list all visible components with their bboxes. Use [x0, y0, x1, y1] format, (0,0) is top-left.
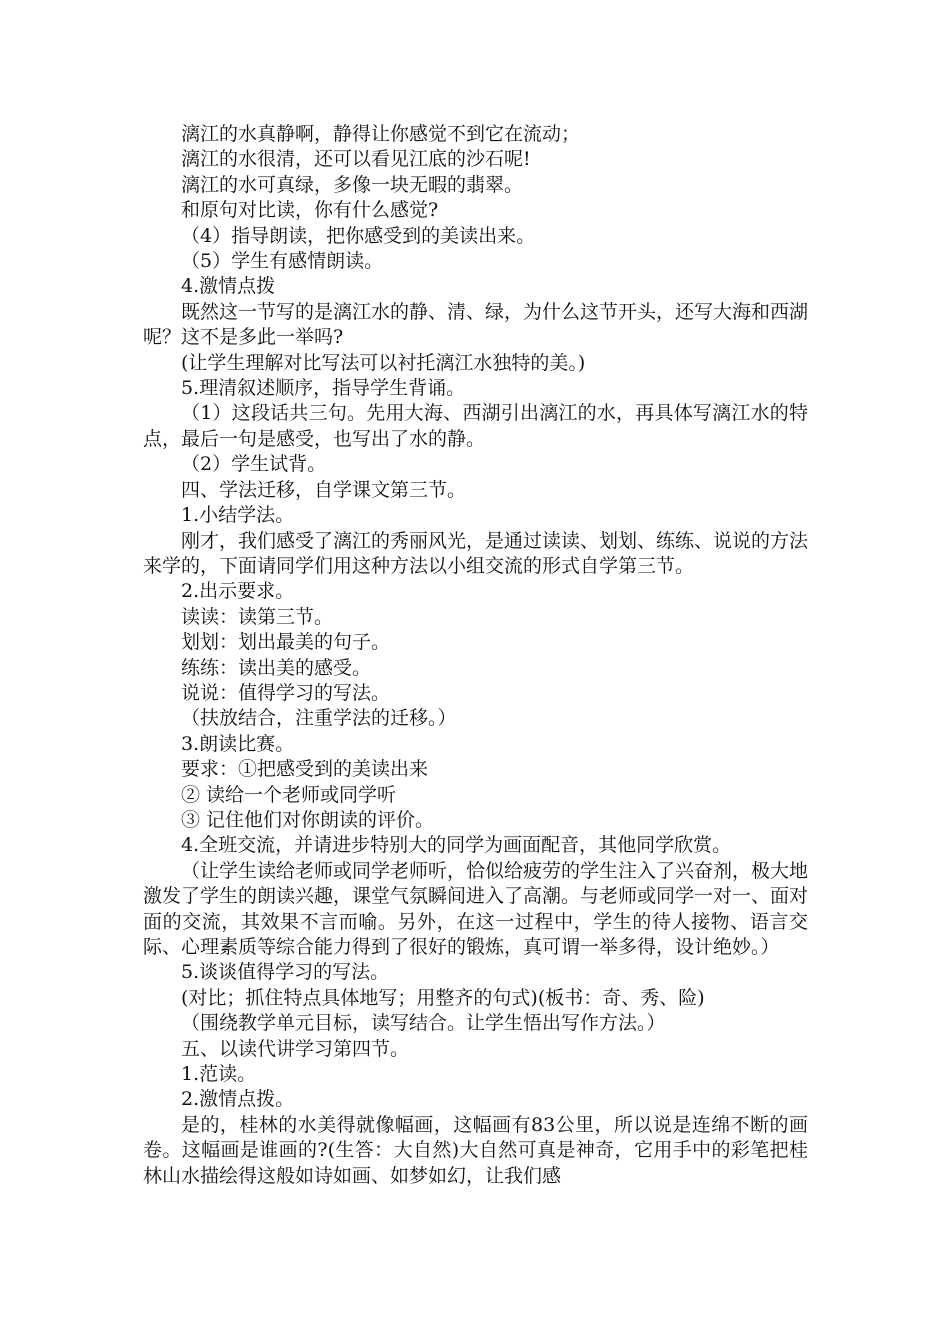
paragraph: （1）这段话共三句。先用大海、西湖引出漓江的水，再具体写漓江水的特点，最后一句是感受，也写出了水的静。 [143, 402, 808, 450]
paragraph: 和原句对比读，你有什么感觉? [181, 199, 439, 222]
paragraph: ② 读给一个老师或同学听 [181, 783, 397, 806]
paragraph: （围绕教学单元目标，读写结合。让学生悟出写作方法。） [181, 1012, 666, 1035]
paragraph: (让学生理解对比写法可以衬托漓江水独特的美。) [181, 351, 586, 374]
paragraph: 5.理清叙述顺序，指导学生背诵。 [181, 377, 466, 400]
paragraph: 2.激情点拨。 [181, 1088, 295, 1111]
paragraph: （5）学生有感情朗读。 [181, 250, 384, 273]
paragraph: 读读：读第三节。 [181, 605, 334, 628]
paragraph: （2）学生试背。 [181, 453, 327, 476]
paragraph: 是的，桂林的水美得就像幅画，这幅画有83公里，所以说是连绵不断的画卷。这幅画是谁画的?(生答：大自然)大自然可真是神奇，它用手中的彩笔把桂林山水描绘得这般如诗如画、如梦如幻，让我们感 [143, 1113, 808, 1187]
paragraph: 练练：读出美的感受。 [181, 656, 372, 679]
paragraph: 4.激情点拨 [181, 275, 276, 298]
document-body [143, 122, 808, 1189]
section-heading: 五、以读代讲学习第四节。 [181, 1037, 410, 1060]
paragraph: 漓江的水可真绿，多像一块无暇的翡翠。 [181, 173, 524, 196]
paragraph: （让学生读给老师或同学老师听，恰似给疲劳的学生注入了兴奋剂，极大地激发了学生的朗读兴趣，课堂气氛瞬间进入了高潮。与老师或同学一对一、面对面的交流，其效果不言而喻。另外，在这一过程中，学生的待人接物、语言交际、心理素质等综合能力得到了很好的锻炼，真可谓一举多得，设计绝妙。） [143, 859, 809, 958]
paragraph: 漓江的水真静啊，静得让你感觉不到它在流动； [181, 123, 581, 145]
paragraph: ③ 记住他们对你朗读的评价。 [181, 808, 435, 831]
paragraph: （扶放结合，注重学法的迁移。） [181, 707, 457, 730]
paragraph: 3.朗读比赛。 [181, 732, 295, 755]
paragraph: (对比；抓住特点具体地写；用整齐的句式)(板书：奇、秀、险) [181, 986, 705, 1009]
paragraph: 5.谈谈值得学习的写法。 [181, 961, 390, 984]
paragraph: （4）指导朗读，把你感受到的美读出来。 [181, 224, 536, 247]
paragraph: 1.小结学法。 [181, 504, 295, 527]
paragraph: 说说：值得学习的写法。 [181, 681, 391, 704]
paragraph: 漓江的水很清，还可以看见江底的沙石呢! [181, 148, 531, 171]
paragraph: 要求：①把感受到的美读出来 [181, 758, 429, 781]
paragraph: 2.出示要求。 [181, 580, 295, 603]
paragraph: 既然这一节写的是漓江水的静、清、绿，为什么这节开头，还写大海和西湖呢？这不是多此一举吗? [143, 300, 809, 349]
section-heading: 四、学法迁移，自学课文第三节。 [181, 478, 467, 501]
paragraph: 1.范读。 [181, 1063, 257, 1086]
paragraph: 刚才，我们感受了漓江的秀丽风光，是通过读读、划划、练练、说说的方法来学的，下面请同学们用这种方法以小组交流的形式自学第三节。 [143, 529, 809, 577]
paragraph: 4.全班交流，并请进步特别大的同学为画面配音，其他同学欣赏。 [181, 834, 732, 857]
paragraph: 划划：划出最美的句子。 [181, 631, 391, 654]
